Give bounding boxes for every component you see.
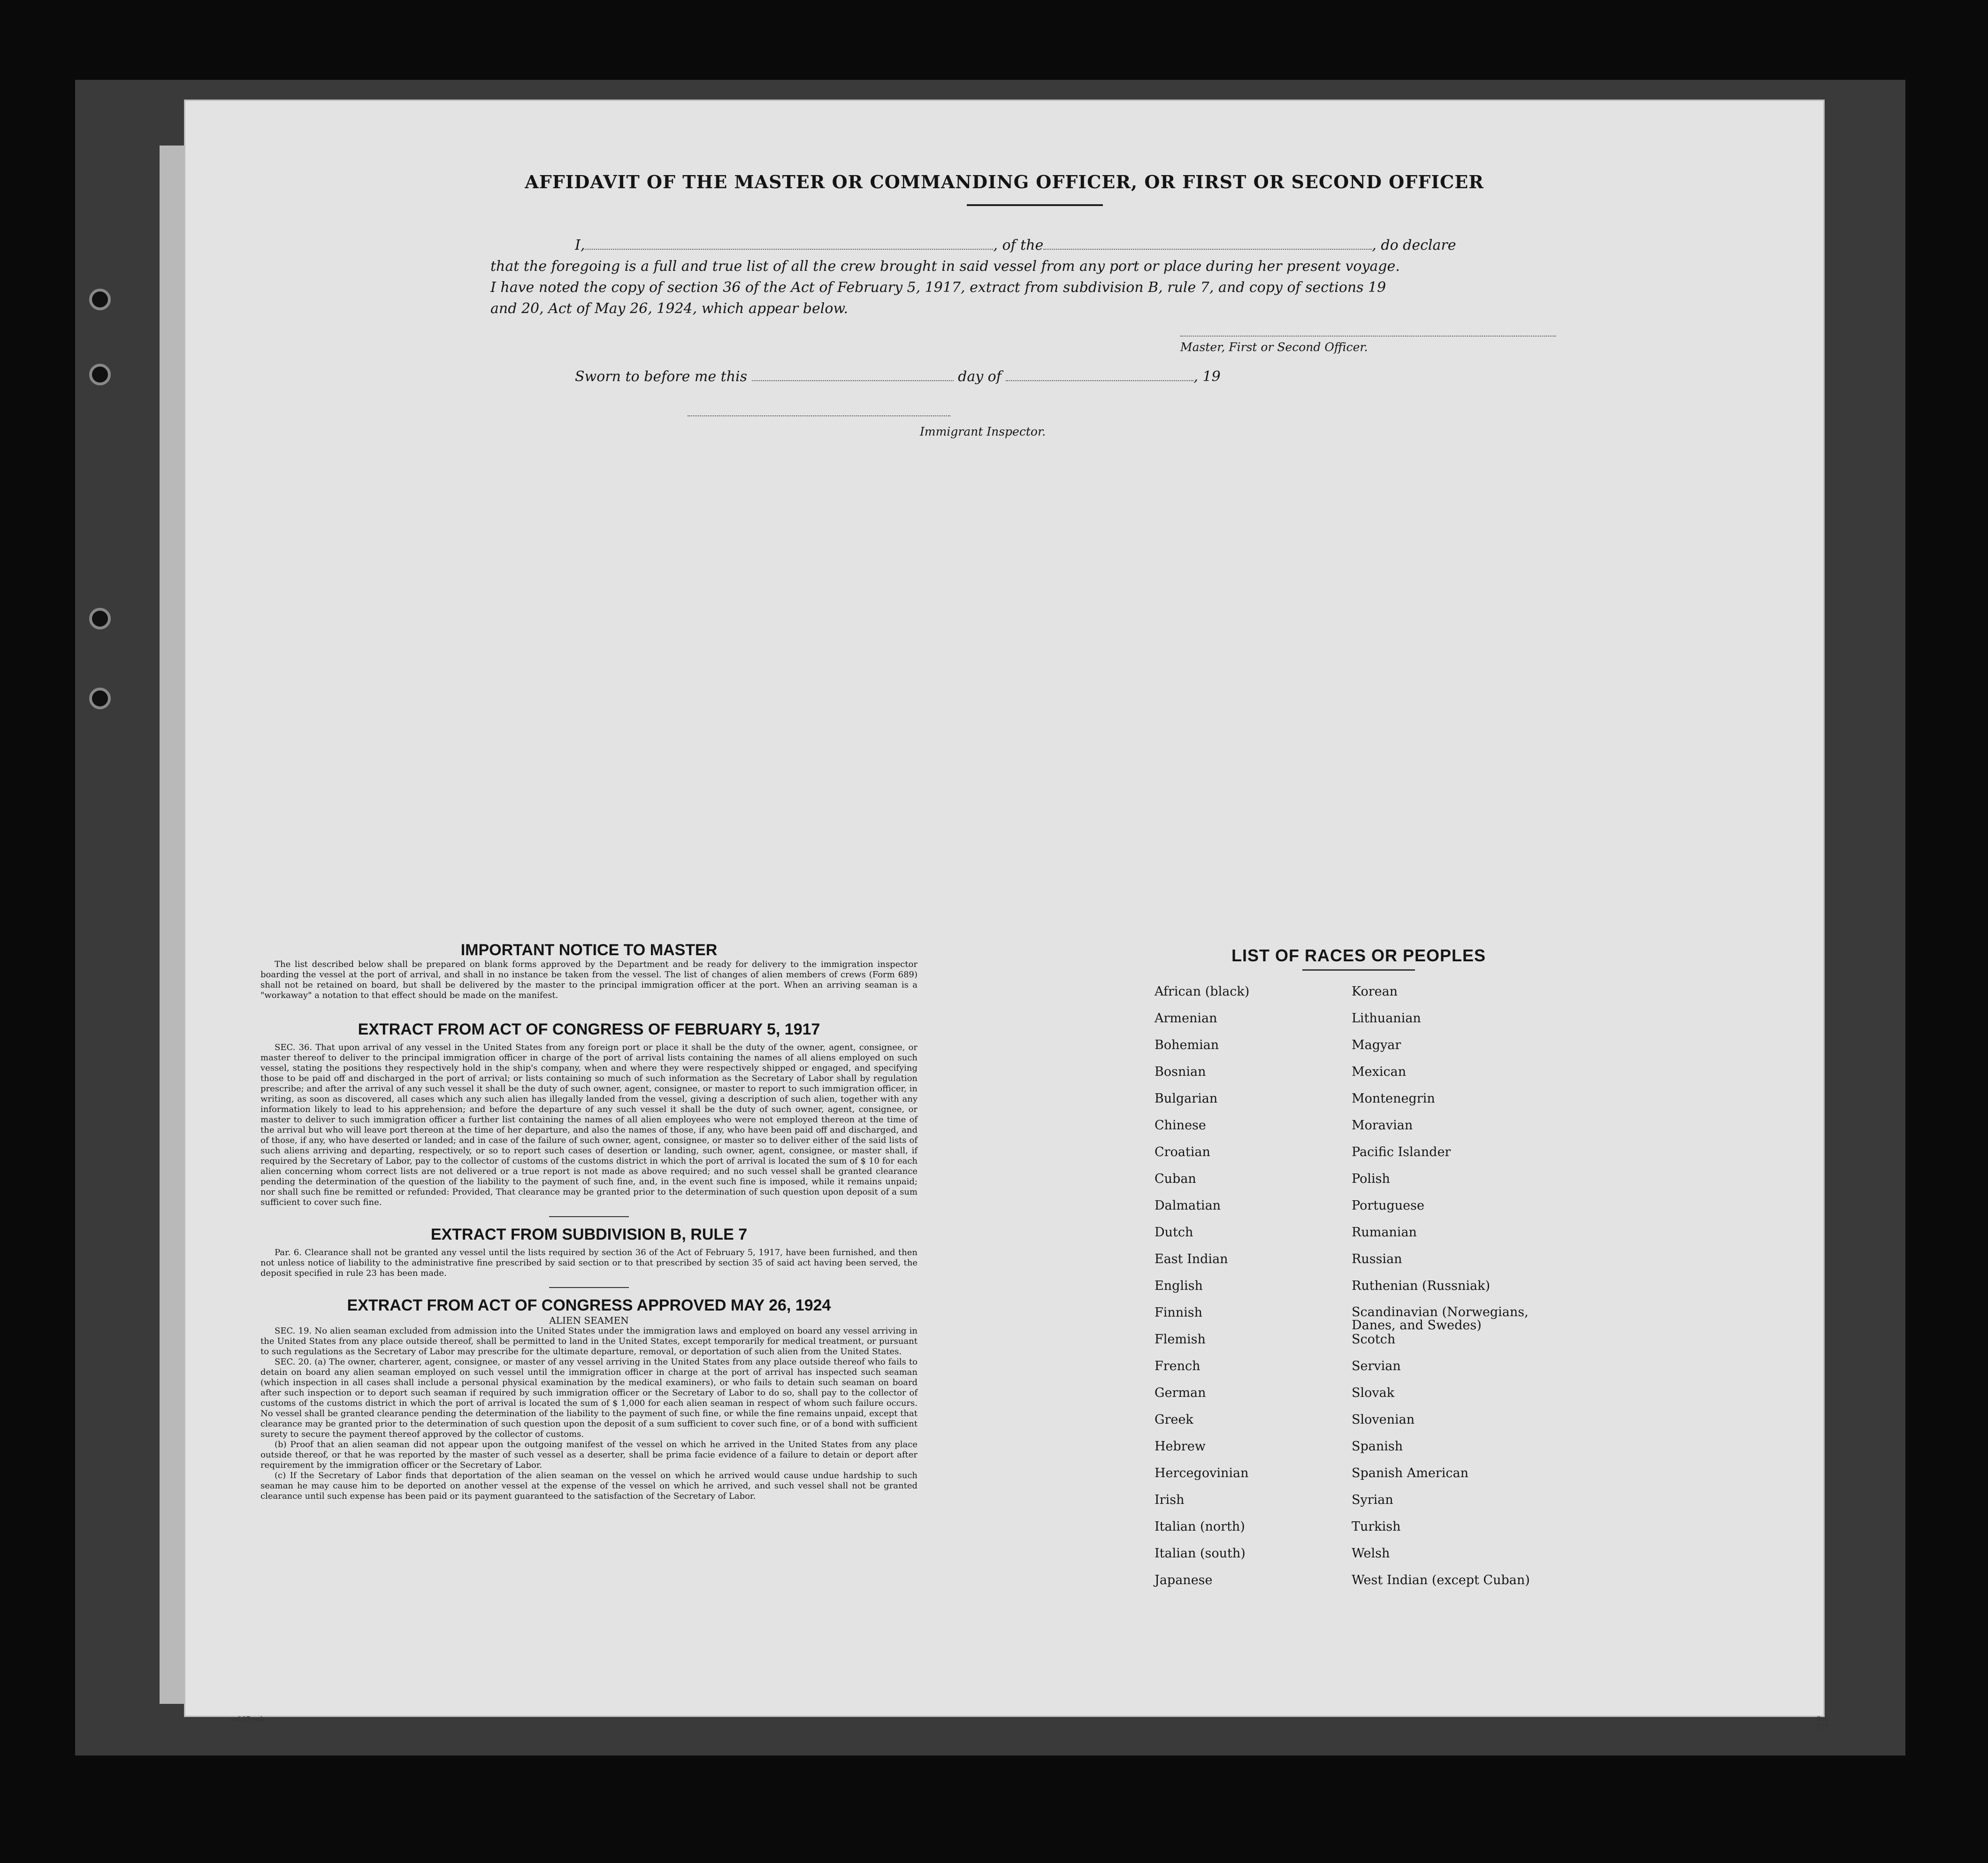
affidavit-i-label: I, <box>575 237 585 253</box>
binder-hole-icon <box>89 289 111 310</box>
legal-notices-column <box>214 941 964 1502</box>
extract-1924-sec20c: (c) If the Secretary of Labor finds that deportation of the alien seaman on the vessel on which he arrived would cause undue hardship to such seaman he may cause him to be deported on another vessel at the expense of the vessel on which he arrived, and such vessel shall not be granted clearance until such expense has been paid or its payment guaranteed to the satisfaction of the Secretary of Labor. <box>260 1471 918 1501</box>
sworn-prefix: Sworn to before me this <box>575 368 748 385</box>
race-item: Irish <box>1155 1493 1185 1507</box>
race-item: East Indian <box>1155 1252 1228 1266</box>
sworn-month-field[interactable] <box>1006 380 1193 381</box>
race-item: Dalmatian <box>1155 1198 1221 1213</box>
race-item: Spanish <box>1352 1439 1403 1454</box>
inspector-signature-line[interactable] <box>688 415 950 416</box>
race-item: Pacific Islander <box>1352 1145 1451 1159</box>
race-item: Japanese <box>1155 1573 1213 1587</box>
section-divider <box>549 1216 629 1217</box>
sworn-day-label: day of <box>958 368 1002 385</box>
affidavit-declare-label: , do declare <box>1372 237 1456 253</box>
races-list <box>1147 946 1570 1600</box>
race-item: Rumanian <box>1352 1225 1417 1240</box>
inspector-signature-label: Immigrant Inspector. <box>920 425 1046 438</box>
race-item: West Indian (except Cuban) <box>1352 1573 1530 1587</box>
race-item: African (black) <box>1155 984 1250 999</box>
extract-1924-title: EXTRACT FROM ACT OF CONGRESS APPROVED MAY 26, 1924 <box>347 1296 831 1314</box>
race-item: Croatian <box>1155 1145 1210 1159</box>
document-page <box>185 101 1831 1731</box>
extract-1917-title: EXTRACT FROM ACT OF CONGRESS OF FEBRUARY 5, 1917 <box>358 1020 820 1038</box>
affidavit-title: AFFIDAVIT OF THE MASTER OR COMMANDING OFFICER, OR FIRST OR SECOND OFFICER <box>525 171 1484 192</box>
extract-1924-subtitle: ALIEN SEAMEN <box>549 1315 629 1326</box>
race-item: Slovenian <box>1352 1412 1415 1427</box>
race-item: Bohemian <box>1155 1038 1219 1052</box>
race-item: Armenian <box>1155 1011 1217 1026</box>
race-item: French <box>1155 1359 1200 1373</box>
race-item: Spanish American <box>1352 1466 1468 1480</box>
binder-hole-icon <box>89 688 111 709</box>
race-item: Scotch <box>1352 1332 1396 1347</box>
master-signature-label: Master, First or Second Officer. <box>1180 340 1368 354</box>
officer-name-field[interactable] <box>585 249 993 250</box>
race-item: Syrian <box>1352 1493 1393 1507</box>
extract-rule7-title: EXTRACT FROM SUBDIVISION B, RULE 7 <box>430 1226 748 1243</box>
race-item: Mexican <box>1352 1065 1407 1079</box>
race-item: Chinese <box>1155 1118 1206 1133</box>
extract-1917-text: SEC. 36. That upon arrival of any vessel in the United States from any foreign port or place it shall be the duty of the owner, agent, consignee, or master thereof to deliver to the principal immigration officer in charge of the port of arrival lists containing the names of all aliens employed on such vessel, stating the positions they respectively hold in the ship's company, when and where they were respectively shipped or engaged, and specifying those to be paid off and discharged in the port of arrival; or lists containing so much of such information as the Secretary of Labor shall by regulation prescribe; and after the arrival of any such vessel it shall be the duty of such owner, agent, consignee, or master to report to such immigration officer, in writing, as soon as discovered, all cases which any such alien has illegally landed from the vessel, giving a description of such alien, together with any information likely to lead to his apprehension; and before the departure of any such vessel it shall be the duty of such owner, agent, consignee, or master to deliver to such immigration officer a further list containing the names of all alien employees who were not employed thereon at the time of the arrival but who will leave port thereon at the time of her departure, and also the names of those, if any, who have been paid off and discharged, and of those, if any, who have deserted or landed; and in case of the failure of such owner, agent, consignee, or master so to deliver either of the said lists of such aliens arriving and departing, respectively, or so to report such cases of desertion or landing, such owner, agent, consignee, or master shall, if required by the Secretary of Labor, pay to the collector of customs of the customs district in which the port of arrival is located the sum of $ 10 for each alien concerning whom correct lists are not delivered or a true report is not made as above required; and no such vessel shall be granted clearance pending the determination of the question of the liability to the payment of such fine, and, in the event such fine is imposed, while it remains unpaid; nor shall such fine be remitted or refunded: Provided, That clearance may be granted prior to the determination of such question upon deposit of a sum sufficient to cover such fine. <box>260 1043 918 1207</box>
sworn-line <box>575 368 1221 385</box>
races-title: LIST OF RACES OR PEOPLES <box>1231 946 1486 965</box>
master-signature-line[interactable] <box>1180 336 1556 337</box>
race-item: Lithuanian <box>1352 1011 1421 1026</box>
sworn-year-label: , 19 <box>1193 368 1221 385</box>
races-grid <box>1147 985 1570 1600</box>
race-item: Italian (south) <box>1155 1546 1246 1561</box>
race-item: Greek <box>1155 1412 1193 1427</box>
race-item: Ruthenian (Russniak) <box>1352 1279 1491 1293</box>
race-item: Hebrew <box>1155 1439 1206 1454</box>
race-item: Dutch <box>1155 1225 1193 1240</box>
race-item: Italian (north) <box>1155 1519 1245 1534</box>
races-title-rule <box>1302 969 1415 971</box>
race-item: Bulgarian <box>1155 1091 1218 1106</box>
race-item: Montenegrin <box>1352 1091 1435 1106</box>
race-item: Polish <box>1352 1172 1390 1186</box>
vessel-name-field[interactable] <box>1043 249 1372 250</box>
race-item: Flemish <box>1155 1332 1206 1347</box>
affidavit-title-rule <box>967 204 1103 206</box>
race-item: Portuguese <box>1352 1198 1424 1213</box>
footer-form-code: caf 37 vnb. <box>230 1716 267 1723</box>
affidavit-of-the-label: , of the <box>993 237 1044 253</box>
section-divider <box>549 1287 629 1288</box>
race-item: Bosnian <box>1155 1065 1206 1079</box>
race-item: Moravian <box>1352 1118 1413 1133</box>
race-item: Magyar <box>1352 1038 1401 1052</box>
race-item: Russian <box>1352 1252 1402 1266</box>
affidavit-line-4: and 20, Act of May 26, 1924, which appear below. <box>490 300 849 317</box>
binder-hole-icon <box>89 608 111 629</box>
race-item: Korean <box>1352 984 1398 999</box>
race-item: Finnish <box>1155 1305 1203 1320</box>
sworn-day-field[interactable] <box>752 380 954 381</box>
affidavit-line-2: that the foregoing is a full and true list of all the crew brought in said vessel from any port or place during her present voyage. <box>490 258 1400 275</box>
race-item: Welsh <box>1352 1546 1390 1561</box>
affidavit-line-3: I have noted the copy of section 36 of the Act of February 5, 1917, extract from subdivision B, rule 7, and copy of sections 19 <box>490 279 1386 296</box>
binder-hole-icon <box>89 364 111 385</box>
race-item: Slovak <box>1352 1386 1395 1400</box>
race-item: German <box>1155 1386 1206 1400</box>
notice-title: IMPORTANT NOTICE TO MASTER <box>460 941 718 959</box>
affidavit-line-1 <box>575 237 1456 253</box>
extract-1924-sec20b: (b) Proof that an alien seaman did not appear upon the outgoing manifest of the vessel on which he arrived in the United States from any place outside thereof, or that he was reported by the master of such vessel as a deserter, shall be prima facie evidence of a failure to detain or deport after requirement by the immigration officer or the Secretary of Labor. <box>260 1440 918 1470</box>
race-item: Cuban <box>1155 1172 1196 1186</box>
race-item: Turkish <box>1352 1519 1401 1534</box>
notice-text: The list described below shall be prepared on blank forms approved by the Department and be ready for delivery to the immigration inspector boarding the vessel at the port of arrival, and shall in no instance be taken from the vessel. The list of changes of alien members of crews (Form 689) shall not be retained on board, but shall be delivered by the master to the principal immigration officer at the port. When an arriving seaman is a "workaway" a notation to that effect should be made on the manifest. <box>260 959 918 1000</box>
extract-1924-sec20a: SEC. 20. (a) The owner, charterer, agent, consignee, or master of any vessel arriving in the United States from any place outside thereof who fails to detain on board any alien seaman employed on such vessel until the immigration officer in charge at the port of arrival has inspected such seaman (which inspection in all cases shall include a personal physical examination by the medical examiners), or who fails to detain such seaman on board after such inspection or to deport such seaman if required by such immigration officer or the Secretary of Labor to do so, shall pay to the collector of customs of the customs district in which the port of arrival is located the sum of $ 1,000 for each alien seaman in respect of whom such failure occurs. No vessel shall be granted clearance pending the determination of the liability to the payment of such fine, or while the fine remains unpaid, except that clearance may be granted prior to the determination of such question upon the deposit of a sum sufficient to cover such fine, or of a bond with sufficient surety to secure the payment thereof approved by the collector of customs. <box>260 1357 918 1439</box>
race-item: Hercegovinian <box>1155 1466 1249 1480</box>
extract-1924-sec19: SEC. 19. No alien seaman excluded from admission into the United States under the immigration laws and employed on board any vessel arriving in the United States from any place outside thereof, shall be permitted to land in the United States, except temporarily for medical treatment, or pursuant to such regulations as the Secretary of Labor may prescribe for the ultimate departure, removal, or deportation of such alien from the United States. <box>260 1326 918 1357</box>
race-item: English <box>1155 1279 1203 1293</box>
race-item: Scandinavian (Norwegians, Danes, and Swedes) <box>1352 1305 1529 1333</box>
extract-rule7-text: Par. 6. Clearance shall not be granted any vessel until the lists required by section 36 of the Act of February 5, 1917, have been furnished, and then not unless notice of liability to the administrative fine prescribed by said section or to that prescribed by section 35 of said act having been served, the deposit specified in rule 23 has been made. <box>260 1248 918 1278</box>
race-item: Servian <box>1352 1359 1401 1373</box>
footer-schedule-number: Sch. 571 <box>1816 1716 1831 1731</box>
